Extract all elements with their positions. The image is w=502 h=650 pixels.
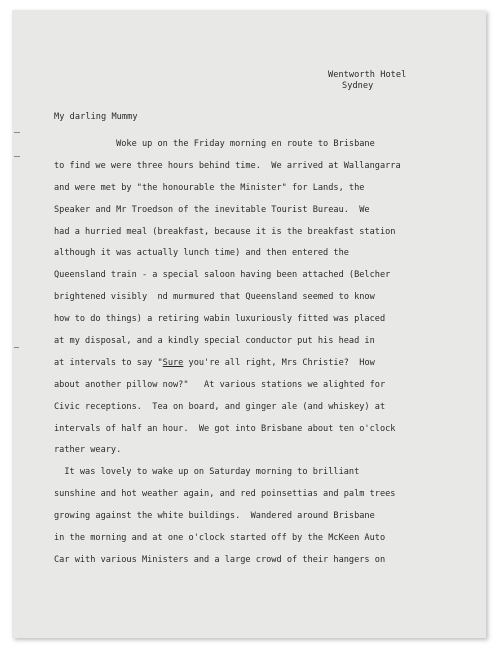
body-line: how to do things) a retiring wabin luxuriously fitted was placed — [54, 314, 386, 325]
body-line: growing against the white buildings. Wandered around Brisbane — [54, 511, 375, 522]
address-line-city: Sydney — [342, 81, 374, 91]
body-line-start: at intervals to say " — [54, 357, 163, 368]
body-line: about another pillow now?" At various stations we alighted for — [54, 379, 386, 390]
body-line: although it was actually lunch time) and then entered the — [54, 248, 349, 259]
body-line: had a hurried meal (breakfast, because it is the breakfast station — [54, 226, 396, 237]
address-line-hotel: Wentworth Hotel — [328, 70, 407, 80]
body-line: Speaker and Mr Troedson of the inevitable Tourist Bureau. We — [54, 204, 370, 215]
body-line: brightened visibly nd murmured that Queensland seemed to know — [54, 292, 375, 303]
letter-page — [12, 10, 486, 638]
body-line — [54, 353, 401, 375]
body-line: in the morning and at one o'clock started off by the McKeen Auto — [54, 533, 386, 544]
body-line: Woke up on the Friday morning en route to Brisbane — [54, 139, 375, 149]
body-line: and were met by "the honourable the Minister" for Lands, the — [54, 182, 365, 193]
body-line: rather weary. — [54, 445, 122, 456]
body-line-end: you're all right, Mrs Christie? How — [183, 357, 375, 368]
body-line: sunshine and hot weather again, and red poinsettias and palm trees — [54, 489, 396, 500]
salutation: My darling Mummy — [54, 112, 138, 122]
body-line: Civic receptions. Tea on board, and ginger ale (and whiskey) at — [54, 401, 386, 412]
body-line: Car with various Ministers and a large crowd of their hangers on — [54, 554, 386, 565]
letter-body — [54, 134, 401, 572]
body-line: It was lovely to wake up on Saturday morning to brilliant — [54, 467, 360, 478]
underlined-word: Sure — [162, 357, 184, 368]
body-line: Queensland train - a special saloon having been attached (Belcher — [54, 270, 391, 281]
margin-mark — [14, 132, 20, 133]
body-line: to find we were three hours behind time. We arrived at Wallangarra — [54, 160, 401, 171]
body-line: intervals of half an hour. We got into Brisbane about ten o'clock — [54, 423, 396, 434]
margin-mark — [14, 156, 20, 157]
margin-mark — [14, 347, 19, 348]
body-line: at my disposal, and a kindly special conductor put his head in — [54, 336, 375, 347]
